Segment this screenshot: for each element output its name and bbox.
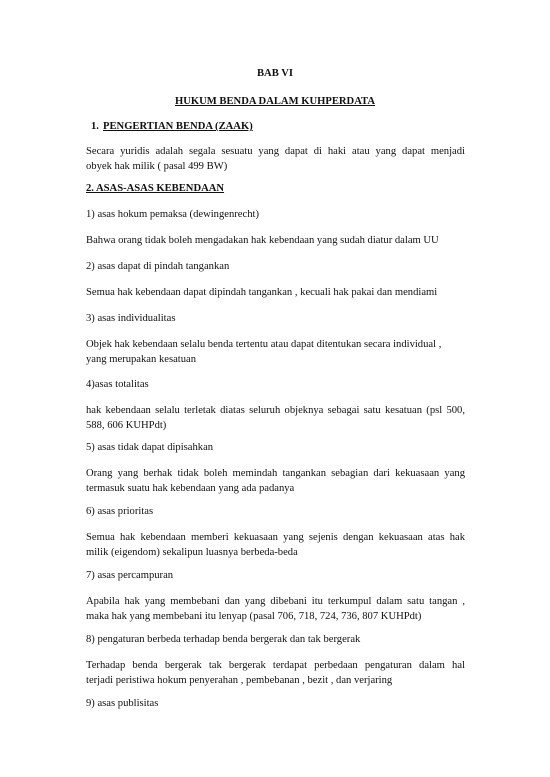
section-2-title: 2. ASAS-ASAS KEBENDAAN: [86, 183, 225, 194]
chapter-heading: BAB VI: [256, 68, 293, 79]
item-description-line: 588, 606 KUHPdt): [86, 420, 167, 431]
chapter-title: HUKUM BENDA DALAM KUHPERDATA: [174, 96, 375, 107]
item-description-line: Objek hak kebendaan selalu benda tertentu atau dapat ditentukan secara individual ,: [86, 339, 442, 350]
item-label: 1) asas hokum pemaksa (dewingenrecht): [86, 209, 259, 220]
item-description-line: Bahwa orang tidak boleh mengadakan hak kebendaan yang sudah diatur dalam UU: [86, 235, 439, 246]
item-label: 2) asas dapat di pindah tangankan: [86, 261, 230, 272]
item-label: 4)asas totalitas: [86, 379, 149, 390]
item-description-line: Semua hak kebendaan dapat dipindah tangankan , kecuali hak pakai dan mendiami: [86, 287, 438, 298]
item-label: 8) pengaturan berbeda terhadap benda bergerak dan tak bergerak: [86, 634, 361, 645]
item-description-line: hak kebendaan selalu terletak diatas seluruh objeknya sebagai satu kesatuan (psl 500,: [86, 405, 465, 416]
item-description-line: Orang yang berhak tidak boleh memindah tangankan sebagian dari kekuasaan yang: [86, 468, 465, 479]
section-1-body-line-2: obyek hak milik ( pasal 499 BW): [86, 161, 228, 172]
item-description-line: Terhadap benda bergerak tak bergerak terdapat perbedaan pengaturan dalam hal: [86, 660, 465, 671]
item-description-line: terjadi peristiwa hokum penyerahan , pembebanan , bezit , dan verjaring: [86, 675, 393, 686]
item-description-line: yang merupakan kesatuan: [86, 354, 197, 365]
section-1-body-line-1: Secara yuridis adalah segala sesuatu yang dapat di haki atau yang dapat menjadi: [86, 146, 465, 157]
item-description-line: milik (eigendom) sekalipun luasnya berbeda-beda: [86, 547, 298, 558]
item-label: 9) asas publisitas: [86, 698, 159, 709]
section-1-number: 1.: [91, 121, 99, 132]
item-label: 6) asas prioritas: [86, 506, 154, 517]
item-label: 5) asas tidak dapat dipisahkan: [86, 442, 214, 453]
section-1-title: PENGERTIAN BENDA (ZAAK): [103, 121, 253, 132]
item-label: 7) asas percampuran: [86, 570, 174, 581]
item-description-line: maka hak yang membebani itu lenyap (pasal 706, 718, 724, 736, 807 KUHPdt): [86, 611, 422, 622]
item-description-line: Apabila hak yang membebani dan yang dibebani itu terkumpul dalam satu tangan ,: [86, 596, 465, 607]
item-description-line: Semua hak kebendaan memberi kekuasaan yang sejenis dengan kekuasaan atas hak: [86, 532, 465, 543]
item-label: 3) asas individualitas: [86, 313, 176, 324]
item-description-line: termasuk suatu hak kebendaan yang ada padanya: [86, 483, 295, 494]
